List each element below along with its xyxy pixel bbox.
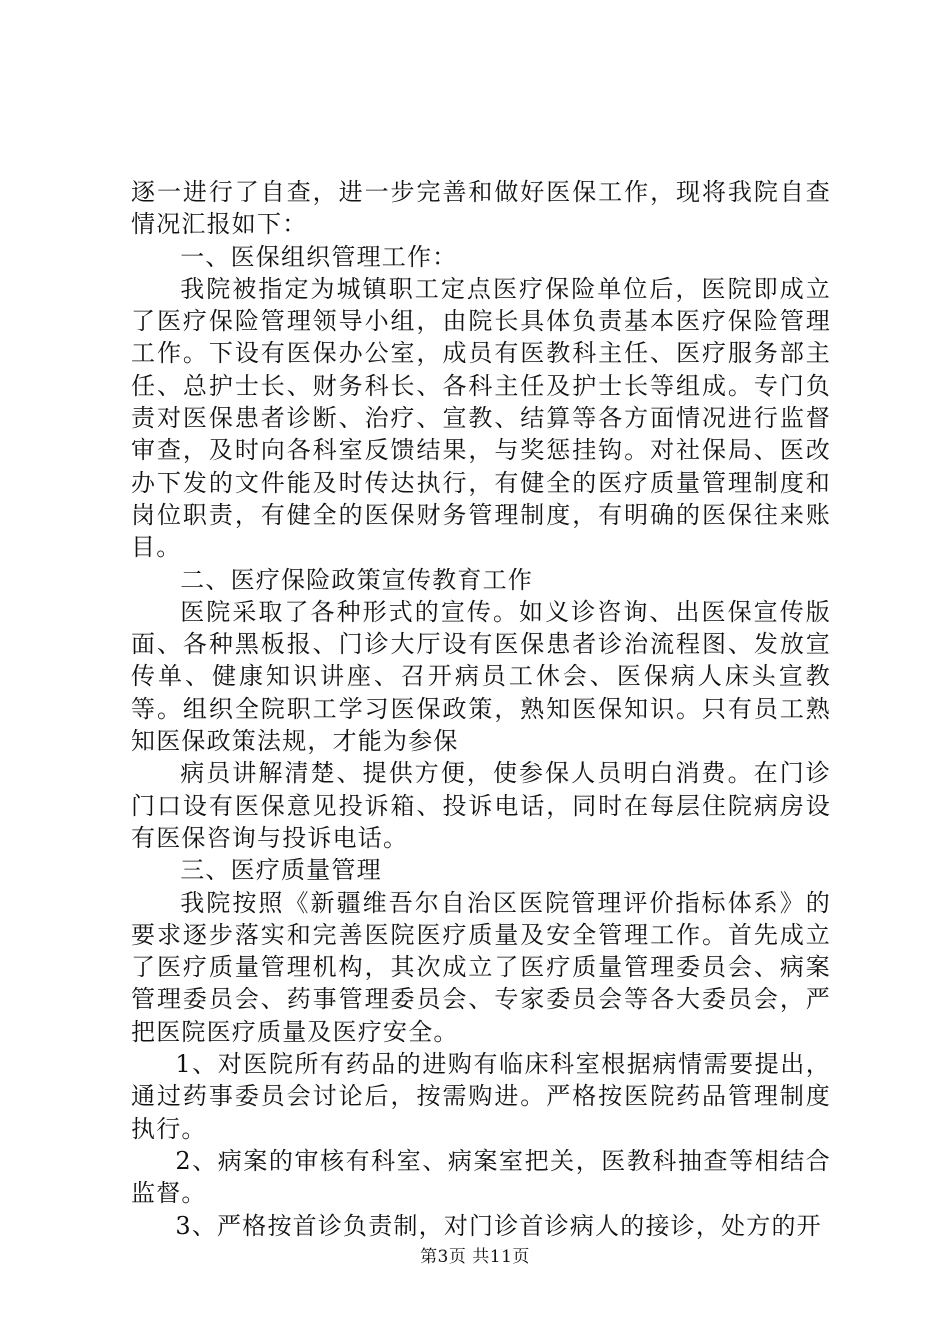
numbered-paragraph: 3、严格按首诊负责制，对门诊首诊病人的接诊，处方的开 [175,1211,822,1240]
section-heading: 三、医疗质量管理 [180,856,382,885]
paragraph: 病员讲解清楚、提供方便，使参保人员明白消费。在门诊门口设有医保意见投诉箱、投诉电话，同时在每层住院病房设有医保咨询与投诉电话。 [131,759,831,852]
document-body [131,176,831,1242]
numbered-paragraph: 1、对医院所有药品的进购有临床科室根据病情需要提出，通过药事委员会讨论后，按需购进。严格按医院药品管理制度执行。 [131,1050,831,1143]
page-number-label: 第3页 共11页 [420,1247,530,1267]
numbered-paragraph: 2、病案的审核有科室、病案室把关，医教科抽查等相结合监督。 [131,1146,831,1208]
paragraph: 逐一进行了自查，进一步完善和做好医保工作，现将我院自查情况汇报如下： [131,178,831,239]
section-heading: 二、医疗保险政策宣传教育工作 [180,565,533,594]
paragraph: 我院按照《新疆维吾尔自治区医院管理评价指标体系》的要求逐步落实和完善医院医疗质量及安全管理工作。首先成立了医疗质量管理机构，其次成立了医疗质量管理委员会、病案管理委员会、药事管理委员会、专家委员会等各大委员会，严把医院医疗质量及医疗安全。 [131,888,831,1046]
section-heading: 一、医保组织管理工作： [180,242,458,271]
paragraph: 医院采取了各种形式的宣传。如义诊咨询、出医保宣传版面、各种黑板报、门诊大厅设有医保患者诊治流程图、发放宣传单、健康知识讲座、召开病员工休会、医保病人床头宣教等。组织全院职工学习医保政策，熟知医保知识。只有员工熟知医保政策法规，才能为参保 [131,597,831,756]
paragraph: 我院被指定为城镇职工定点医疗保险单位后，医院即成立了医疗保险管理领导小组，由院长具体负责基本医疗保险管理工作。下设有医保办公室，成员有医教科主任、医疗服务部主任、总护士长、财务科长、各科主任及护士长等组成。专门负责对医保患者诊断、治疗、宣教、结算等各方面情况进行监督审查，及时向各科室反馈结果，与奖惩挂钩。对社保局、医改办下发的文件能及时传达执行，有健全的医疗质量管理制度和岗位职责，有健全的医保财务管理制度，有明确的医保往来账目。 [131,274,831,562]
page-footer [0,1242,950,1267]
